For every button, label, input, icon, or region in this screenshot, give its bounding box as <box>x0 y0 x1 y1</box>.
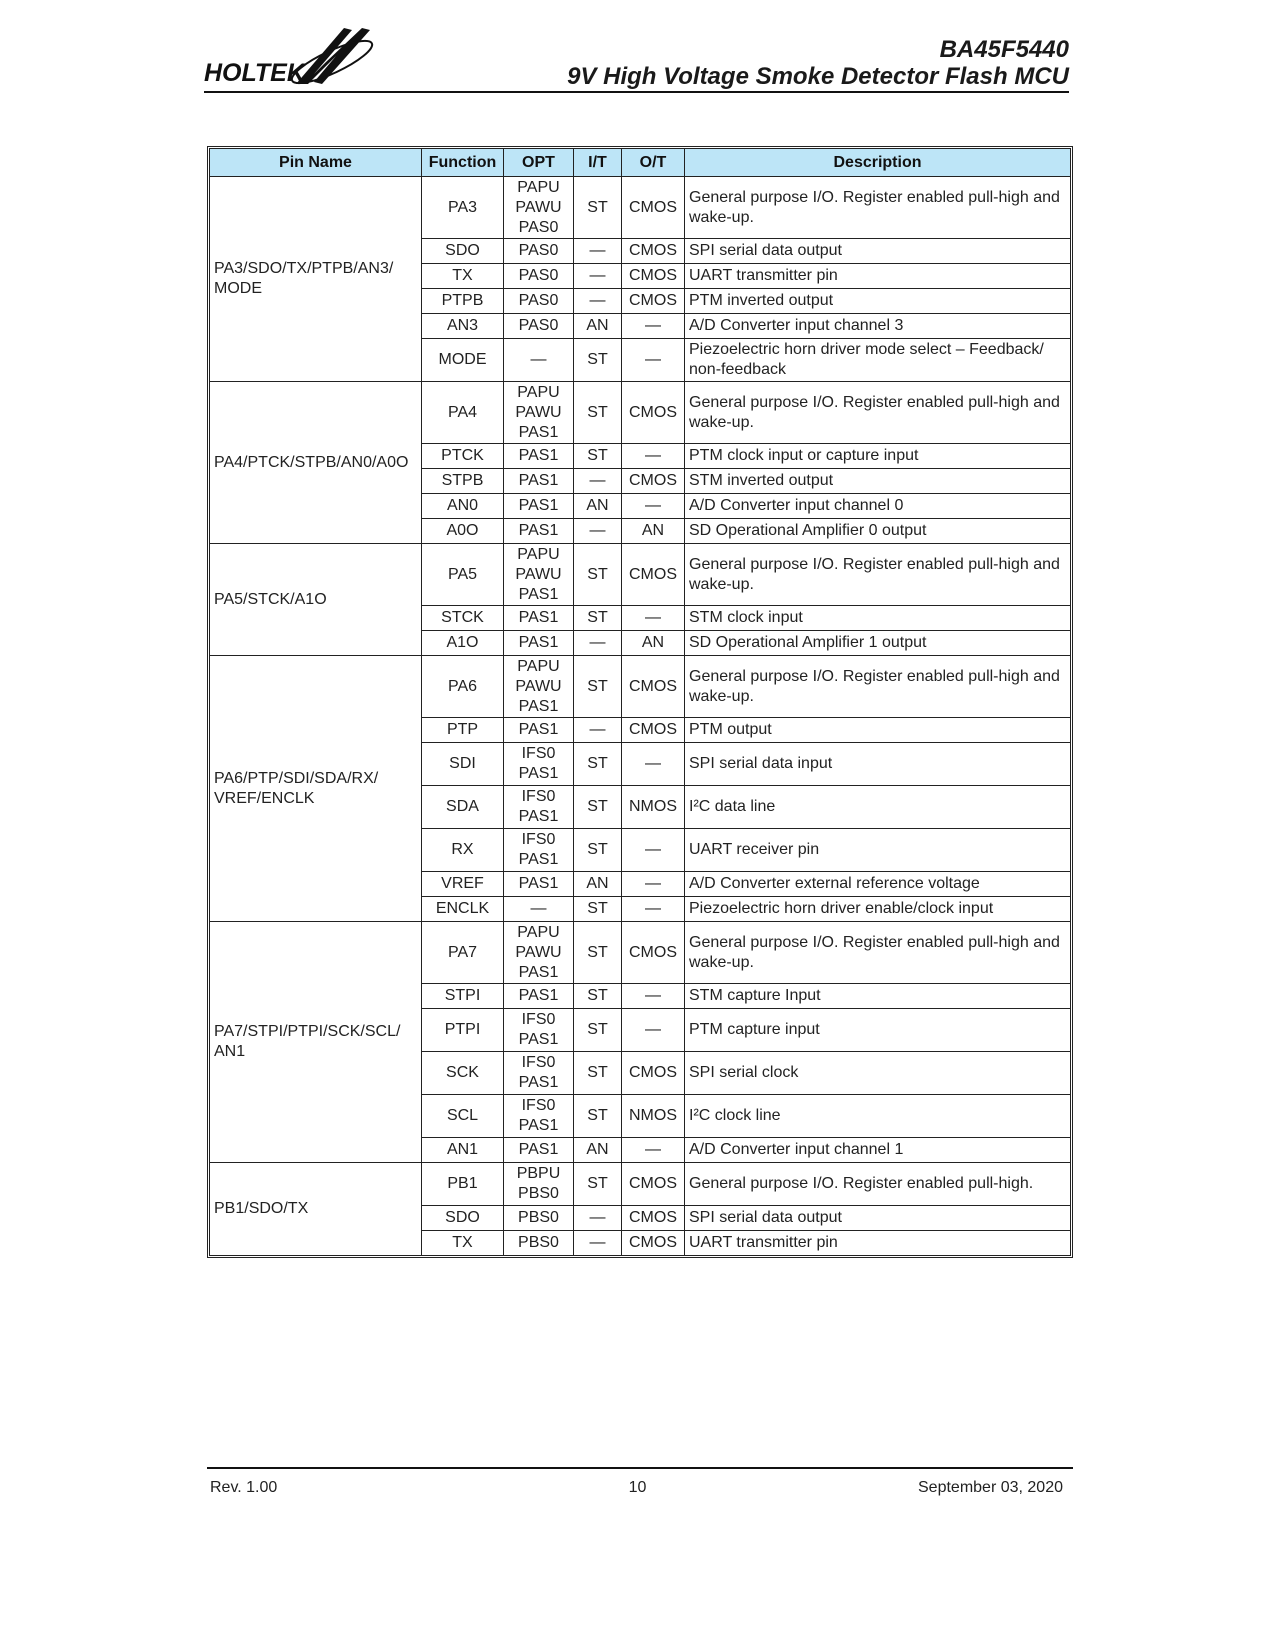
output-type-cell: CMOS <box>622 718 685 743</box>
description-cell: SD Operational Amplifier 0 output <box>685 519 1070 544</box>
opt-cell <box>504 1231 574 1255</box>
opt-value: PAS1 <box>518 1074 559 1091</box>
output-type-cell: CMOS <box>622 469 685 494</box>
opt-value: PAS1 <box>518 609 559 626</box>
footer-divider <box>207 1467 1073 1469</box>
col-header-description: Description <box>685 149 1070 177</box>
col-header-pin-name: Pin Name <box>210 149 422 177</box>
opt-value: PAS1 <box>518 1117 559 1134</box>
opt-value: PAWU <box>515 403 562 421</box>
function-cell: PTCK <box>422 444 504 469</box>
output-type-cell: CMOS <box>622 239 685 264</box>
description-cell: General purpose I/O. Register enabled pull-high and wake-up. <box>685 656 1070 718</box>
logo-text: HOLTEK <box>204 59 305 87</box>
table-row <box>210 177 1070 239</box>
opt-value: PAS1 <box>518 423 559 441</box>
opt-cell <box>504 519 574 544</box>
function-cell: MODE <box>422 339 504 382</box>
description-cell: SPI serial data output <box>685 1206 1070 1231</box>
opt-cell <box>504 743 574 786</box>
opt-value: PAS1 <box>518 522 559 539</box>
table-row <box>210 922 1070 984</box>
input-type-cell: ST <box>574 544 622 606</box>
output-type-cell: CMOS <box>622 177 685 239</box>
input-type-cell: — <box>574 1206 622 1231</box>
function-cell: AN3 <box>422 314 504 339</box>
function-cell: PTP <box>422 718 504 743</box>
input-type-cell: — <box>574 289 622 314</box>
description-cell: I²C clock line <box>685 1095 1070 1138</box>
input-type-cell: ST <box>574 829 622 872</box>
table-row <box>210 382 1070 444</box>
opt-value: PAPU <box>517 383 560 401</box>
output-type-cell: — <box>622 984 685 1009</box>
opt-cell <box>504 606 574 631</box>
input-type-cell: ST <box>574 177 622 239</box>
description-cell: A/D Converter input channel 1 <box>685 1138 1070 1163</box>
function-cell: TX <box>422 264 504 289</box>
description-cell: UART transmitter pin <box>685 264 1070 289</box>
pin-name-cell: PA5/STCK/A1O <box>210 544 422 656</box>
description-cell: STM capture Input <box>685 984 1070 1009</box>
output-type-cell: NMOS <box>622 1095 685 1138</box>
input-type-cell: ST <box>574 339 622 382</box>
opt-value: PAS1 <box>518 875 559 892</box>
input-type-cell: ST <box>574 1052 622 1095</box>
opt-value: PBS0 <box>518 1234 559 1251</box>
opt-cell <box>504 984 574 1009</box>
opt-value: PAS1 <box>518 634 559 651</box>
input-type-cell: AN <box>574 314 622 339</box>
input-type-cell: ST <box>574 897 622 922</box>
opt-cell <box>504 1138 574 1163</box>
output-type-cell: — <box>622 1009 685 1052</box>
function-cell: A0O <box>422 519 504 544</box>
opt-value: PAS1 <box>518 765 559 782</box>
input-type-cell: ST <box>574 606 622 631</box>
opt-cell <box>504 289 574 314</box>
opt-cell <box>504 1095 574 1138</box>
function-cell: SDA <box>422 786 504 829</box>
input-type-cell: ST <box>574 382 622 444</box>
document-header <box>567 36 1069 90</box>
function-cell: PTPI <box>422 1009 504 1052</box>
output-type-cell: — <box>622 829 685 872</box>
function-cell: AN0 <box>422 494 504 519</box>
document-subtitle: 9V High Voltage Smoke Detector Flash MCU <box>567 63 1069 90</box>
opt-value: PAS1 <box>518 472 559 489</box>
table-header-row <box>210 149 1070 177</box>
function-cell: SDI <box>422 743 504 786</box>
opt-cell <box>504 494 574 519</box>
description-cell: SPI serial data output <box>685 239 1070 264</box>
opt-value: IFS0 <box>521 745 556 762</box>
pin-name-cell: PA3/SDO/TX/PTPB/AN3/ MODE <box>210 177 422 382</box>
input-type-cell: — <box>574 631 622 656</box>
description-cell: General purpose I/O. Register enabled pull-high. <box>685 1163 1070 1206</box>
part-number: BA45F5440 <box>939 36 1069 63</box>
description-cell: PTM output <box>685 718 1070 743</box>
output-type-cell: CMOS <box>622 289 685 314</box>
function-cell: ENCLK <box>422 897 504 922</box>
opt-cell <box>504 264 574 289</box>
description-cell: SD Operational Amplifier 1 output <box>685 631 1070 656</box>
input-type-cell: ST <box>574 656 622 718</box>
output-type-cell: — <box>622 872 685 897</box>
header-divider <box>204 91 1069 93</box>
description-cell: I²C data line <box>685 786 1070 829</box>
opt-value: PBPU <box>516 1165 561 1182</box>
opt-value: — <box>530 351 547 368</box>
function-cell: VREF <box>422 872 504 897</box>
output-type-cell: — <box>622 897 685 922</box>
opt-value: PAS1 <box>518 697 559 715</box>
output-type-cell: — <box>622 494 685 519</box>
opt-value: IFS0 <box>521 831 556 848</box>
opt-value: IFS0 <box>521 788 556 805</box>
function-cell: PA4 <box>422 382 504 444</box>
description-cell: General purpose I/O. Register enabled pull-high and wake-up. <box>685 922 1070 984</box>
opt-value: PAS0 <box>518 317 559 334</box>
description-cell: General purpose I/O. Register enabled pull-high and wake-up. <box>685 382 1070 444</box>
opt-value: PAWU <box>515 198 562 216</box>
description-cell: SPI serial clock <box>685 1052 1070 1095</box>
footer-date: September 03, 2020 <box>918 1479 1063 1496</box>
col-header-ot: O/T <box>622 149 685 177</box>
output-type-cell: CMOS <box>622 1163 685 1206</box>
function-cell: STPB <box>422 469 504 494</box>
output-type-cell: — <box>622 1138 685 1163</box>
description-cell: SPI serial data input <box>685 743 1070 786</box>
opt-value: PAWU <box>515 677 562 695</box>
opt-value: PBS0 <box>518 1185 559 1202</box>
opt-cell <box>504 1009 574 1052</box>
opt-cell <box>504 656 574 718</box>
function-cell: PA7 <box>422 922 504 984</box>
table-row <box>210 544 1070 606</box>
opt-cell <box>504 469 574 494</box>
input-type-cell: AN <box>574 494 622 519</box>
opt-cell <box>504 718 574 743</box>
function-cell: TX <box>422 1231 504 1255</box>
function-cell: PTPB <box>422 289 504 314</box>
opt-value: PAPU <box>517 657 560 675</box>
table-row <box>210 656 1070 718</box>
opt-cell <box>504 339 574 382</box>
opt-cell <box>504 544 574 606</box>
output-type-cell: CMOS <box>622 1206 685 1231</box>
output-type-cell: NMOS <box>622 786 685 829</box>
pin-name-cell: PB1/SDO/TX <box>210 1163 422 1255</box>
opt-value: PAS1 <box>518 721 559 738</box>
function-cell: STPI <box>422 984 504 1009</box>
function-cell: PA3 <box>422 177 504 239</box>
output-type-cell: — <box>622 314 685 339</box>
description-cell: UART transmitter pin <box>689 1234 838 1251</box>
opt-cell <box>504 382 574 444</box>
input-type-cell: — <box>574 469 622 494</box>
opt-value: PAS0 <box>518 218 559 236</box>
opt-value: IFS0 <box>521 1011 556 1028</box>
function-cell: SCL <box>422 1095 504 1138</box>
description-cell: General purpose I/O. Register enabled pull-high and wake-up. <box>685 177 1070 239</box>
function-cell: PA6 <box>422 656 504 718</box>
pin-description-table <box>207 146 1073 1258</box>
function-cell: SDO <box>422 1206 504 1231</box>
opt-value: — <box>530 900 547 917</box>
input-type-cell: ST <box>574 786 622 829</box>
description-cell: General purpose I/O. Register enabled pull-high and wake-up. <box>685 544 1070 606</box>
function-cell: STCK <box>422 606 504 631</box>
input-type-cell: AN <box>574 872 622 897</box>
opt-cell <box>504 786 574 829</box>
input-type-cell: ST <box>574 444 622 469</box>
pin-name-cell: PA7/STPI/PTPI/SCK/SCL/ AN1 <box>210 922 422 1163</box>
description-cell: A/D Converter external reference voltage <box>685 872 1070 897</box>
pin-name-cell: PA6/PTP/SDI/SDA/RX/ VREF/ENCLK <box>210 656 422 922</box>
function-cell: AN1 <box>422 1138 504 1163</box>
input-type-cell: ST <box>574 1095 622 1138</box>
output-type-cell: CMOS <box>622 382 685 444</box>
opt-cell <box>504 1163 574 1206</box>
opt-value: PAPU <box>517 923 560 941</box>
description-cell: Piezoelectric horn driver mode select – Feedback/ non-feedback <box>685 339 1070 382</box>
description-cell: STM clock input <box>685 606 1070 631</box>
description-cell: PTM inverted output <box>685 289 1070 314</box>
opt-cell <box>504 922 574 984</box>
output-type-cell: CMOS <box>622 544 685 606</box>
col-header-opt: OPT <box>504 149 574 177</box>
opt-value: PAS1 <box>518 987 559 1004</box>
opt-value: IFS0 <box>521 1054 556 1071</box>
output-type-cell: CMOS <box>622 1052 685 1095</box>
input-type-cell: — <box>574 718 622 743</box>
opt-value: PAS1 <box>518 497 559 514</box>
input-type-cell: — <box>574 239 622 264</box>
opt-value: PBS0 <box>518 1209 559 1226</box>
opt-value: PAWU <box>515 943 562 961</box>
output-type-cell: — <box>622 339 685 382</box>
pin-name-cell: PA4/PTCK/STPB/AN0/A0O <box>210 382 422 544</box>
opt-value: PAS0 <box>518 267 559 284</box>
opt-value: PAPU <box>517 545 560 563</box>
input-type-cell: ST <box>574 1163 622 1206</box>
opt-value: PAS1 <box>518 963 559 981</box>
output-type-cell: — <box>622 444 685 469</box>
footer-revision: Rev. 1.00 <box>210 1479 278 1496</box>
opt-cell <box>504 1206 574 1231</box>
holtek-logo <box>204 22 389 88</box>
opt-cell <box>504 829 574 872</box>
output-type-cell: AN <box>622 519 685 544</box>
opt-cell <box>504 444 574 469</box>
function-cell: RX <box>422 829 504 872</box>
opt-value: PAWU <box>515 565 562 583</box>
input-type-cell: AN <box>574 1138 622 1163</box>
input-type-cell: ST <box>574 984 622 1009</box>
description-cell: PTM clock input or capture input <box>685 444 1070 469</box>
output-type-cell: — <box>622 606 685 631</box>
input-type-cell: ST <box>574 743 622 786</box>
description-cell: UART receiver pin <box>685 829 1070 872</box>
output-type-cell: CMOS <box>622 264 685 289</box>
opt-value: PAS1 <box>518 447 559 464</box>
output-type-cell: AN <box>622 631 685 656</box>
opt-cell <box>504 897 574 922</box>
description-cell: PTM capture input <box>685 1009 1070 1052</box>
opt-value: IFS0 <box>521 1097 556 1114</box>
opt-value: PAS1 <box>518 1141 559 1158</box>
opt-value: PAS1 <box>518 585 559 603</box>
opt-cell <box>504 177 574 239</box>
output-type-cell: CMOS <box>622 1231 685 1255</box>
opt-value: PAS0 <box>518 242 559 259</box>
function-cell: PA5 <box>422 544 504 606</box>
table-row <box>210 1163 1070 1206</box>
opt-cell <box>504 314 574 339</box>
description-cell: A/D Converter input channel 3 <box>685 314 1070 339</box>
col-header-function: Function <box>422 149 504 177</box>
description-cell: Piezoelectric horn driver enable/clock input <box>685 897 1070 922</box>
description-cell: STM inverted output <box>685 469 1070 494</box>
input-type-cell: ST <box>574 1009 622 1052</box>
description-cell: A/D Converter input channel 0 <box>685 494 1070 519</box>
output-type-cell: — <box>622 743 685 786</box>
pin-description-table-wrap <box>207 146 1073 1258</box>
col-header-it: I/T <box>574 149 622 177</box>
input-type-cell: ST <box>574 922 622 984</box>
opt-cell <box>504 1052 574 1095</box>
function-cell: SCK <box>422 1052 504 1095</box>
input-type-cell: — <box>574 264 622 289</box>
opt-value: PAPU <box>517 178 560 196</box>
footer-page-number: 10 <box>628 1479 647 1496</box>
opt-cell <box>504 631 574 656</box>
opt-cell <box>504 872 574 897</box>
output-type-cell: CMOS <box>622 656 685 718</box>
table-body <box>210 177 1070 1255</box>
function-cell: PB1 <box>422 1163 504 1206</box>
opt-value: PAS1 <box>518 1031 559 1048</box>
input-type-cell: — <box>574 1231 622 1255</box>
opt-cell <box>504 239 574 264</box>
function-cell: A1O <box>422 631 504 656</box>
opt-value: PAS1 <box>518 808 559 825</box>
opt-value: PAS1 <box>518 851 559 868</box>
function-cell: SDO <box>422 239 504 264</box>
output-type-cell: CMOS <box>622 922 685 984</box>
opt-value: PAS0 <box>518 292 559 309</box>
input-type-cell: — <box>574 519 622 544</box>
